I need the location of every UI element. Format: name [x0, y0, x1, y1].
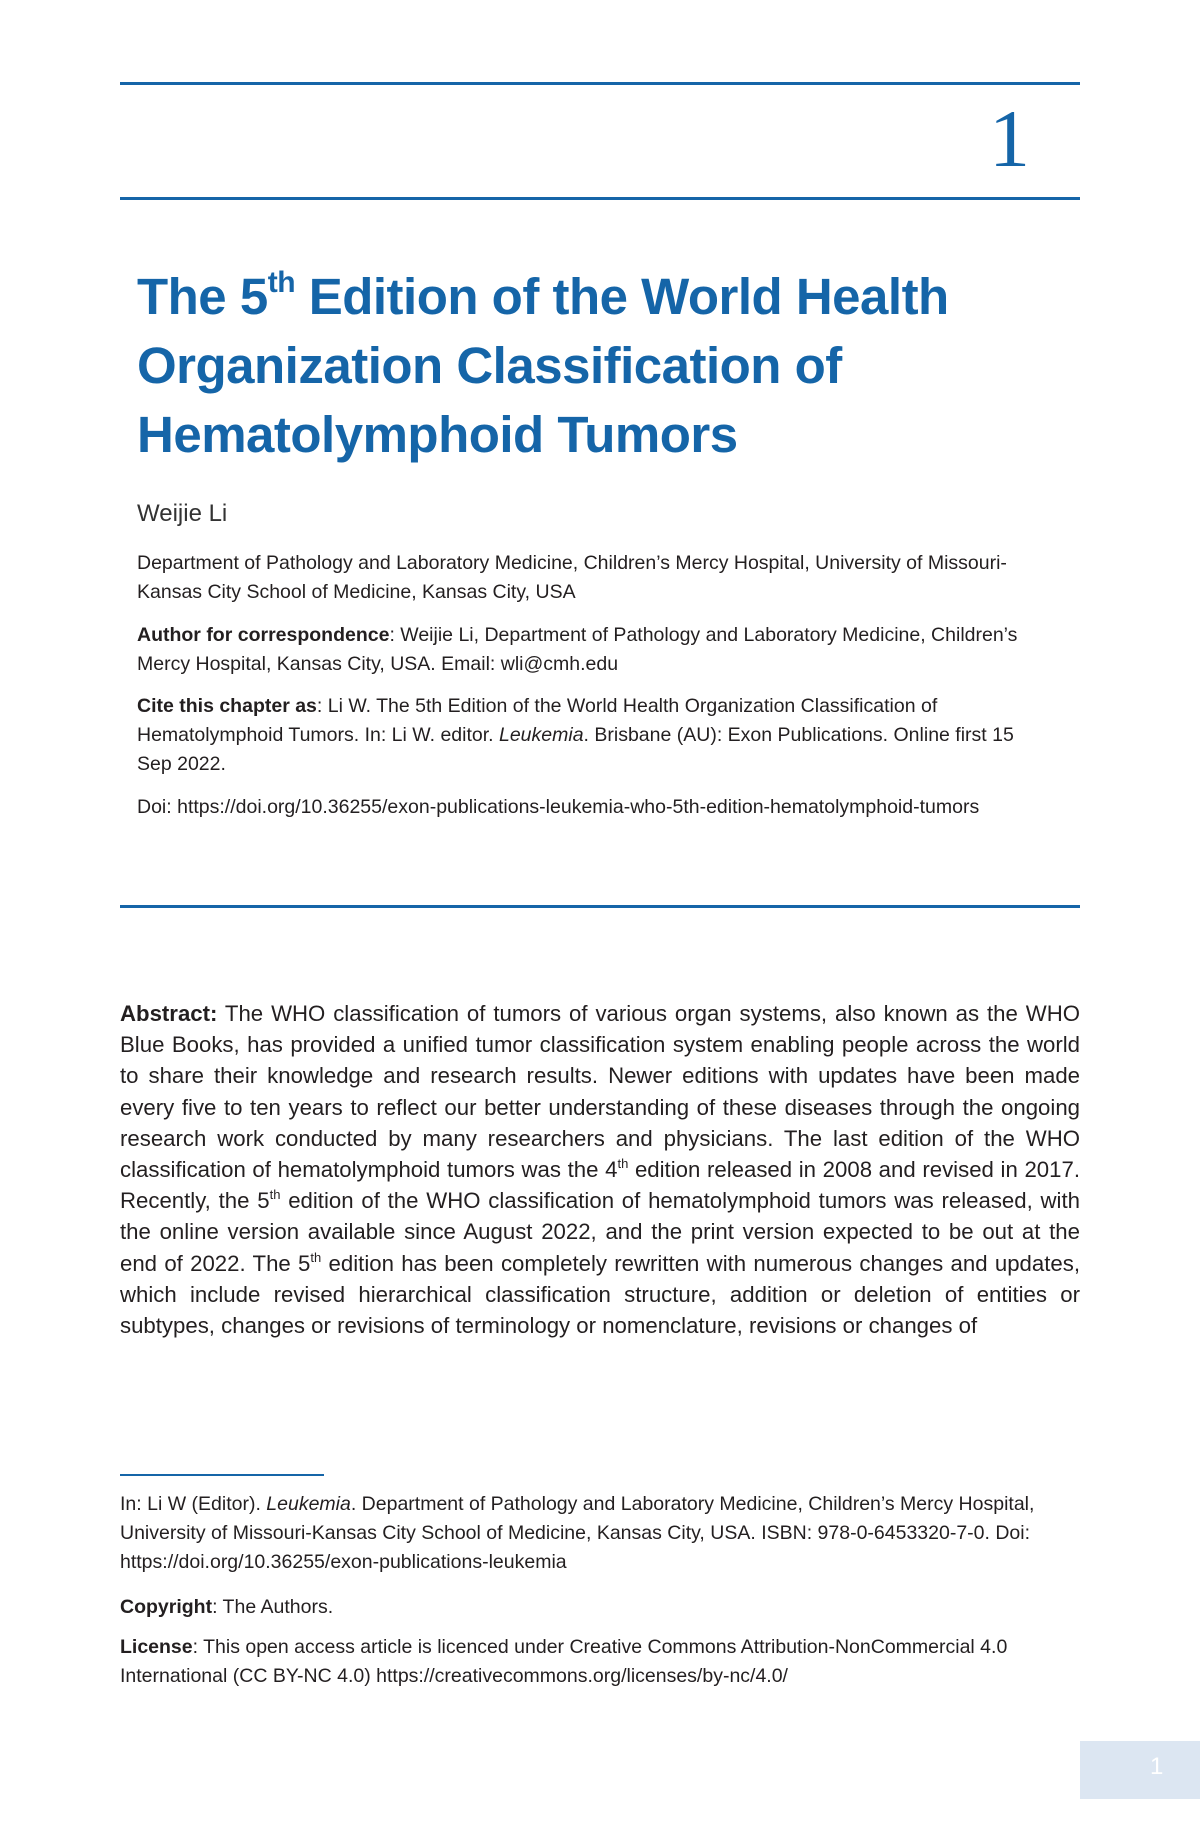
- correspondence: [137, 621, 1037, 679]
- title-part1: The 5: [137, 268, 268, 325]
- abstract-sup-2: th: [269, 1187, 281, 1203]
- abstract-text-4: edition has been completely rewritten with numerous changes and updates, which include revised hierarchical classification structure, addition or deletion of entities or subtypes, changes or revisions of terminology or nomenclature, revisions or changes of: [120, 1250, 1080, 1339]
- footnote-license: [120, 1633, 1080, 1691]
- cite-label: Cite this chapter as: [137, 695, 317, 717]
- correspondence-label: Author for correspondence: [137, 624, 390, 646]
- footnote-copyright: [120, 1593, 1080, 1622]
- footnote-book: [120, 1490, 1080, 1577]
- header-rule: [120, 197, 1080, 200]
- abstract-sup-1: th: [617, 1156, 629, 1172]
- section-rule: [120, 905, 1080, 908]
- copyright-text: : The Authors.: [212, 1596, 334, 1618]
- page-number: 1: [1150, 1753, 1164, 1780]
- footnote-book-title: Leukemia: [266, 1493, 351, 1515]
- chapter-title: [137, 262, 1057, 469]
- author-name: Weijie Li: [137, 500, 228, 527]
- doi-link[interactable]: Doi: https://doi.org/10.36255/exon-publications-leukemia-who-5th-edition-hematolymphoid-tumors: [137, 796, 980, 818]
- title-part2: Edition of the World Health Organization Classification of Hematolymphoid Tumors: [137, 268, 949, 463]
- footnote-book-text-2: . Department of Pathology and Laboratory Medicine, Children’s Mercy Hospital, University of Missouri-Kansas City School of Medicine, Kansas City, USA. ISBN: 978-0-6453320-7-0. Doi: https://doi.org/10.36255/exon-publications-leukemia: [120, 1493, 1035, 1573]
- citation: [137, 692, 1037, 779]
- copyright-label: Copyright: [120, 1596, 213, 1618]
- abstract-text-3: edition of the WHO classification of hematolymphoid tumors was released, with the online version available since August 2022, and the print version expected to be out at the end of 2022. The 5: [120, 1188, 1080, 1276]
- footnote-rule: [120, 1474, 324, 1476]
- page-number-box: [1080, 1741, 1200, 1799]
- cite-journal: Leukemia: [498, 724, 584, 746]
- license-label: License: [120, 1636, 193, 1658]
- cite-text-1: : Li W. The 5th Edition of the World Health Organization Classification of Hematolymphoid Tumors. In: Li W. editor.: [137, 695, 938, 746]
- abstract: [120, 998, 1080, 1341]
- abstract-text-1: The WHO classification of tumors of various organ systems, also known as the WHO Blue Books, has provided a unified tumor classification system enabling people across the world to share their knowledge and research results. Newer editions with updates have been made every five to ten years to reflect our better understanding of these diseases through the ongoing research work conducted by many researchers and physicians. The last edition of the WHO classification of hematolymphoid tumors was the 4: [120, 1001, 1080, 1183]
- license-text: : This open access article is licenced under Creative Commons Attribution-NonCommercial 4.0 International (CC BY-NC 4.0) https://creativecommons.org/licenses/by-nc/4.0/: [120, 1636, 1008, 1687]
- correspondence-text: : Weijie Li, Department of Pathology and Laboratory Medicine, Children’s Mercy Hospital, Kansas City, USA. Email: wli@cmh.edu: [137, 624, 1018, 675]
- footnote-book-text-1: In: Li W (Editor).: [120, 1493, 267, 1515]
- abstract-text-2: edition released in 2008 and revised in 2017. Recently, the 5: [120, 1157, 1080, 1214]
- top-rule: [120, 82, 1080, 85]
- abstract-sup-3: th: [310, 1249, 322, 1265]
- cite-text-2: . Brisbane (AU): Exon Publications. Online first 15 Sep 2022.: [137, 724, 1014, 775]
- abstract-label: Abstract:: [120, 1001, 218, 1026]
- chapter-number: 1: [989, 93, 1030, 184]
- title-superscript: th: [267, 266, 296, 299]
- affiliation: Department of Pathology and Laboratory Medicine, Children’s Mercy Hospital, University of Missouri-Kansas City School of Medicine, Kansas City, USA: [137, 552, 1007, 603]
